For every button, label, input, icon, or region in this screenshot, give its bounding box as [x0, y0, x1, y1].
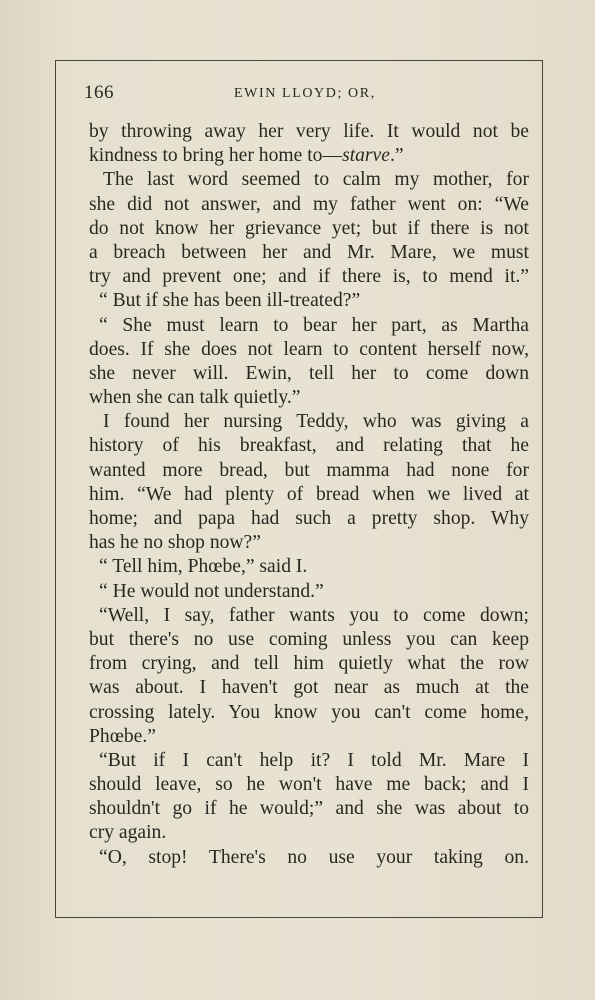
text-line: Phœbe.”: [89, 725, 156, 747]
page-number: 166: [84, 82, 114, 103]
text-line: “Well, I say, father wants you to come down;: [99, 604, 529, 626]
text-line: him. “We had plenty of bread when we lived at: [89, 483, 529, 505]
text-line: has he no shop now?”: [89, 532, 261, 554]
text-line: kindness to bring her home to—starve.”: [89, 145, 404, 167]
text-line: try and prevent one; and if there is, to mend it.”: [89, 266, 529, 288]
text-line: “ But if she has been ill-treated?”: [99, 290, 361, 312]
text-line: does. If she does not learn to content herself now,: [89, 338, 529, 360]
text-line: a breach between her and Mr. Mare, we must: [89, 241, 529, 263]
body-text: [89, 120, 529, 870]
text-line: cry again.: [89, 822, 167, 844]
text-line: wanted more bread, but mamma had none for: [89, 459, 529, 481]
text-line: she never will. Ewin, tell her to come down: [89, 362, 529, 384]
text-line: shouldn't go if he would;” and she was about to: [89, 798, 529, 820]
text-line: “O, stop! There's no use your taking on.: [99, 846, 529, 868]
text-line: she did not answer, and my father went on: “We: [89, 193, 529, 215]
text-line: when she can talk quietly.”: [89, 387, 301, 409]
text-line: but there's no use coming unless you can keep: [89, 628, 529, 650]
text-line: “ Tell him, Phœbe,” said I.: [99, 556, 308, 578]
text-line: do not know her grievance yet; but if there is not: [89, 217, 529, 239]
text-line: home; and papa had such a pretty shop. Why: [89, 508, 529, 529]
text-line: crossing lately. You know you can't come home,: [89, 701, 529, 723]
text-line: “ He would not understand.”: [99, 580, 324, 602]
page-header: [84, 82, 534, 110]
italic-word: starve: [342, 145, 390, 167]
text-line: history of his breakfast, and relating that he: [89, 435, 529, 457]
text-line: from crying, and tell him quietly what the row: [89, 653, 529, 675]
running-head: EWIN LLOYD; OR,: [234, 86, 376, 101]
text-line: “But if I can't help it? I told Mr. Mare I: [99, 749, 529, 771]
text-line: The last word seemed to calm my mother, for: [103, 169, 529, 191]
text-line: should leave, so he won't have me back; and I: [89, 774, 529, 796]
text-line: I found her nursing Teddy, who was giving a: [103, 411, 529, 433]
text-line: by throwing away her very life. It would not be: [89, 121, 529, 142]
text-line: was about. I haven't got near as much at the: [89, 677, 529, 699]
text-line: “ She must learn to bear her part, as Martha: [99, 314, 529, 336]
